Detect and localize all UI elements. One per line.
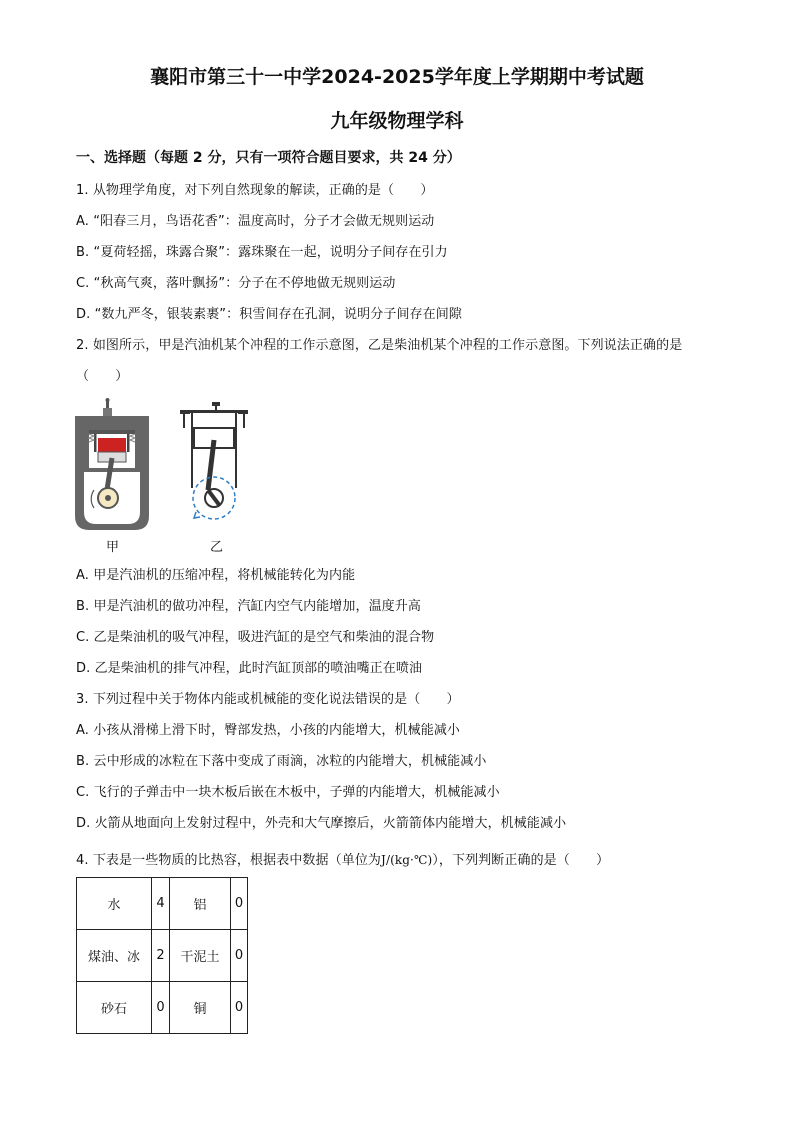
table-cell: 0 — [231, 982, 248, 1034]
gasoline-engine-diagram — [75, 398, 149, 530]
q4-stem — [76, 849, 609, 868]
table-cell: 铝 — [170, 878, 231, 930]
q2-option-d: D. 乙是柴油机的排气冲程，此时汽缸顶部的喷油嘴正在喷油 — [76, 661, 423, 676]
q3-option-c: C. 飞行的子弹击中一块木板后嵌在木板中，子弹的内能增大，机械能减小 — [76, 785, 500, 800]
q3-option-d: D. 火箭从地面向上发射过程中，外壳和大气摩擦后，火箭箭体内能增大，机械能减小 — [76, 816, 567, 831]
q2-option-c: C. 乙是柴油机的吸气冲程，吸进汽缸的是空气和柴油的混合物 — [76, 630, 435, 645]
section-title: 一、选择题（每题 2 分，只有一项符合题目要求，共 24 分） — [76, 150, 461, 166]
figure-label-yi: 乙 — [210, 540, 224, 555]
q4-stem-before: 4. 下表是一些物质的比热容，根据表中数据（单位为 — [76, 853, 382, 868]
table-cell: 4 — [152, 878, 170, 930]
table-row — [77, 930, 248, 982]
q3-option-b: B. 云中形成的冰粒在下落中变成了雨滴，冰粒的内能增大，机械能减小 — [76, 754, 487, 769]
q1-stem: 1. 从物理学角度，对下列自然现象的解读，正确的是（ ） — [76, 183, 434, 198]
table-cell: 0 — [152, 982, 170, 1034]
table-cell: 煤油、冰 — [77, 930, 152, 982]
q3-option-a: A. 小孩从滑梯上滑下时，臀部发热，小孩的内能增大，机械能减小 — [76, 723, 461, 738]
table-cell: 铜 — [170, 982, 231, 1034]
exam-title: 襄阳市第三十一中学2024-2025学年度上学期期中考试题 — [150, 66, 644, 88]
q2-option-b: B. 甲是汽油机的做功冲程，汽缸内空气内能增加，温度升高 — [76, 599, 421, 614]
figure-label-jia: 甲 — [106, 540, 120, 555]
exam-subtitle: 九年级物理学科 — [330, 110, 464, 132]
table-cell: 2 — [152, 930, 170, 982]
table-cell: 水 — [77, 878, 152, 930]
q1-option-c: C. “秋高气爽，落叶飘扬”：分子在不停地做无规则运动 — [76, 276, 396, 291]
q1-option-a: A. “阳春三月，鸟语花香”：温度高时，分子才会做无规则运动 — [76, 214, 435, 229]
table-cell: 0 — [231, 878, 248, 930]
q2-option-a: A. 甲是汽油机的压缩冲程，将机械能转化为内能 — [76, 568, 356, 583]
q3-stem: 3. 下列过程中关于物体内能或机械能的变化说法错误的是（ ） — [76, 692, 460, 707]
q1-option-d: D. “数九严冬，银装素裹”：积雪间存在孔洞，说明分子间存在间隙 — [76, 307, 462, 322]
q2-stem: 2. 如图所示，甲是汽油机某个冲程的工作示意图，乙是柴油机某个冲程的工作示意图。下列说法正确的是 — [76, 338, 683, 353]
piston-icon — [98, 438, 126, 452]
specific-heat-table — [76, 877, 248, 1034]
table-cell: 干泥土 — [170, 930, 231, 982]
diesel-engine-diagram — [180, 402, 248, 519]
table-row — [77, 878, 248, 930]
q4-stem-after: ），下列判断正确的是（ ） — [432, 853, 610, 868]
engine-diagrams — [70, 398, 260, 558]
q2-stem-paren: （ ） — [76, 369, 129, 384]
q1-option-b: B. “夏荷轻摇，珠露合聚”：露珠聚在一起，说明分子间存在引力 — [76, 245, 448, 260]
table-cell: 0 — [231, 930, 248, 982]
q4-unit: J/(kg·℃) — [381, 853, 433, 867]
table-row — [77, 982, 248, 1034]
table-cell: 砂石 — [77, 982, 152, 1034]
